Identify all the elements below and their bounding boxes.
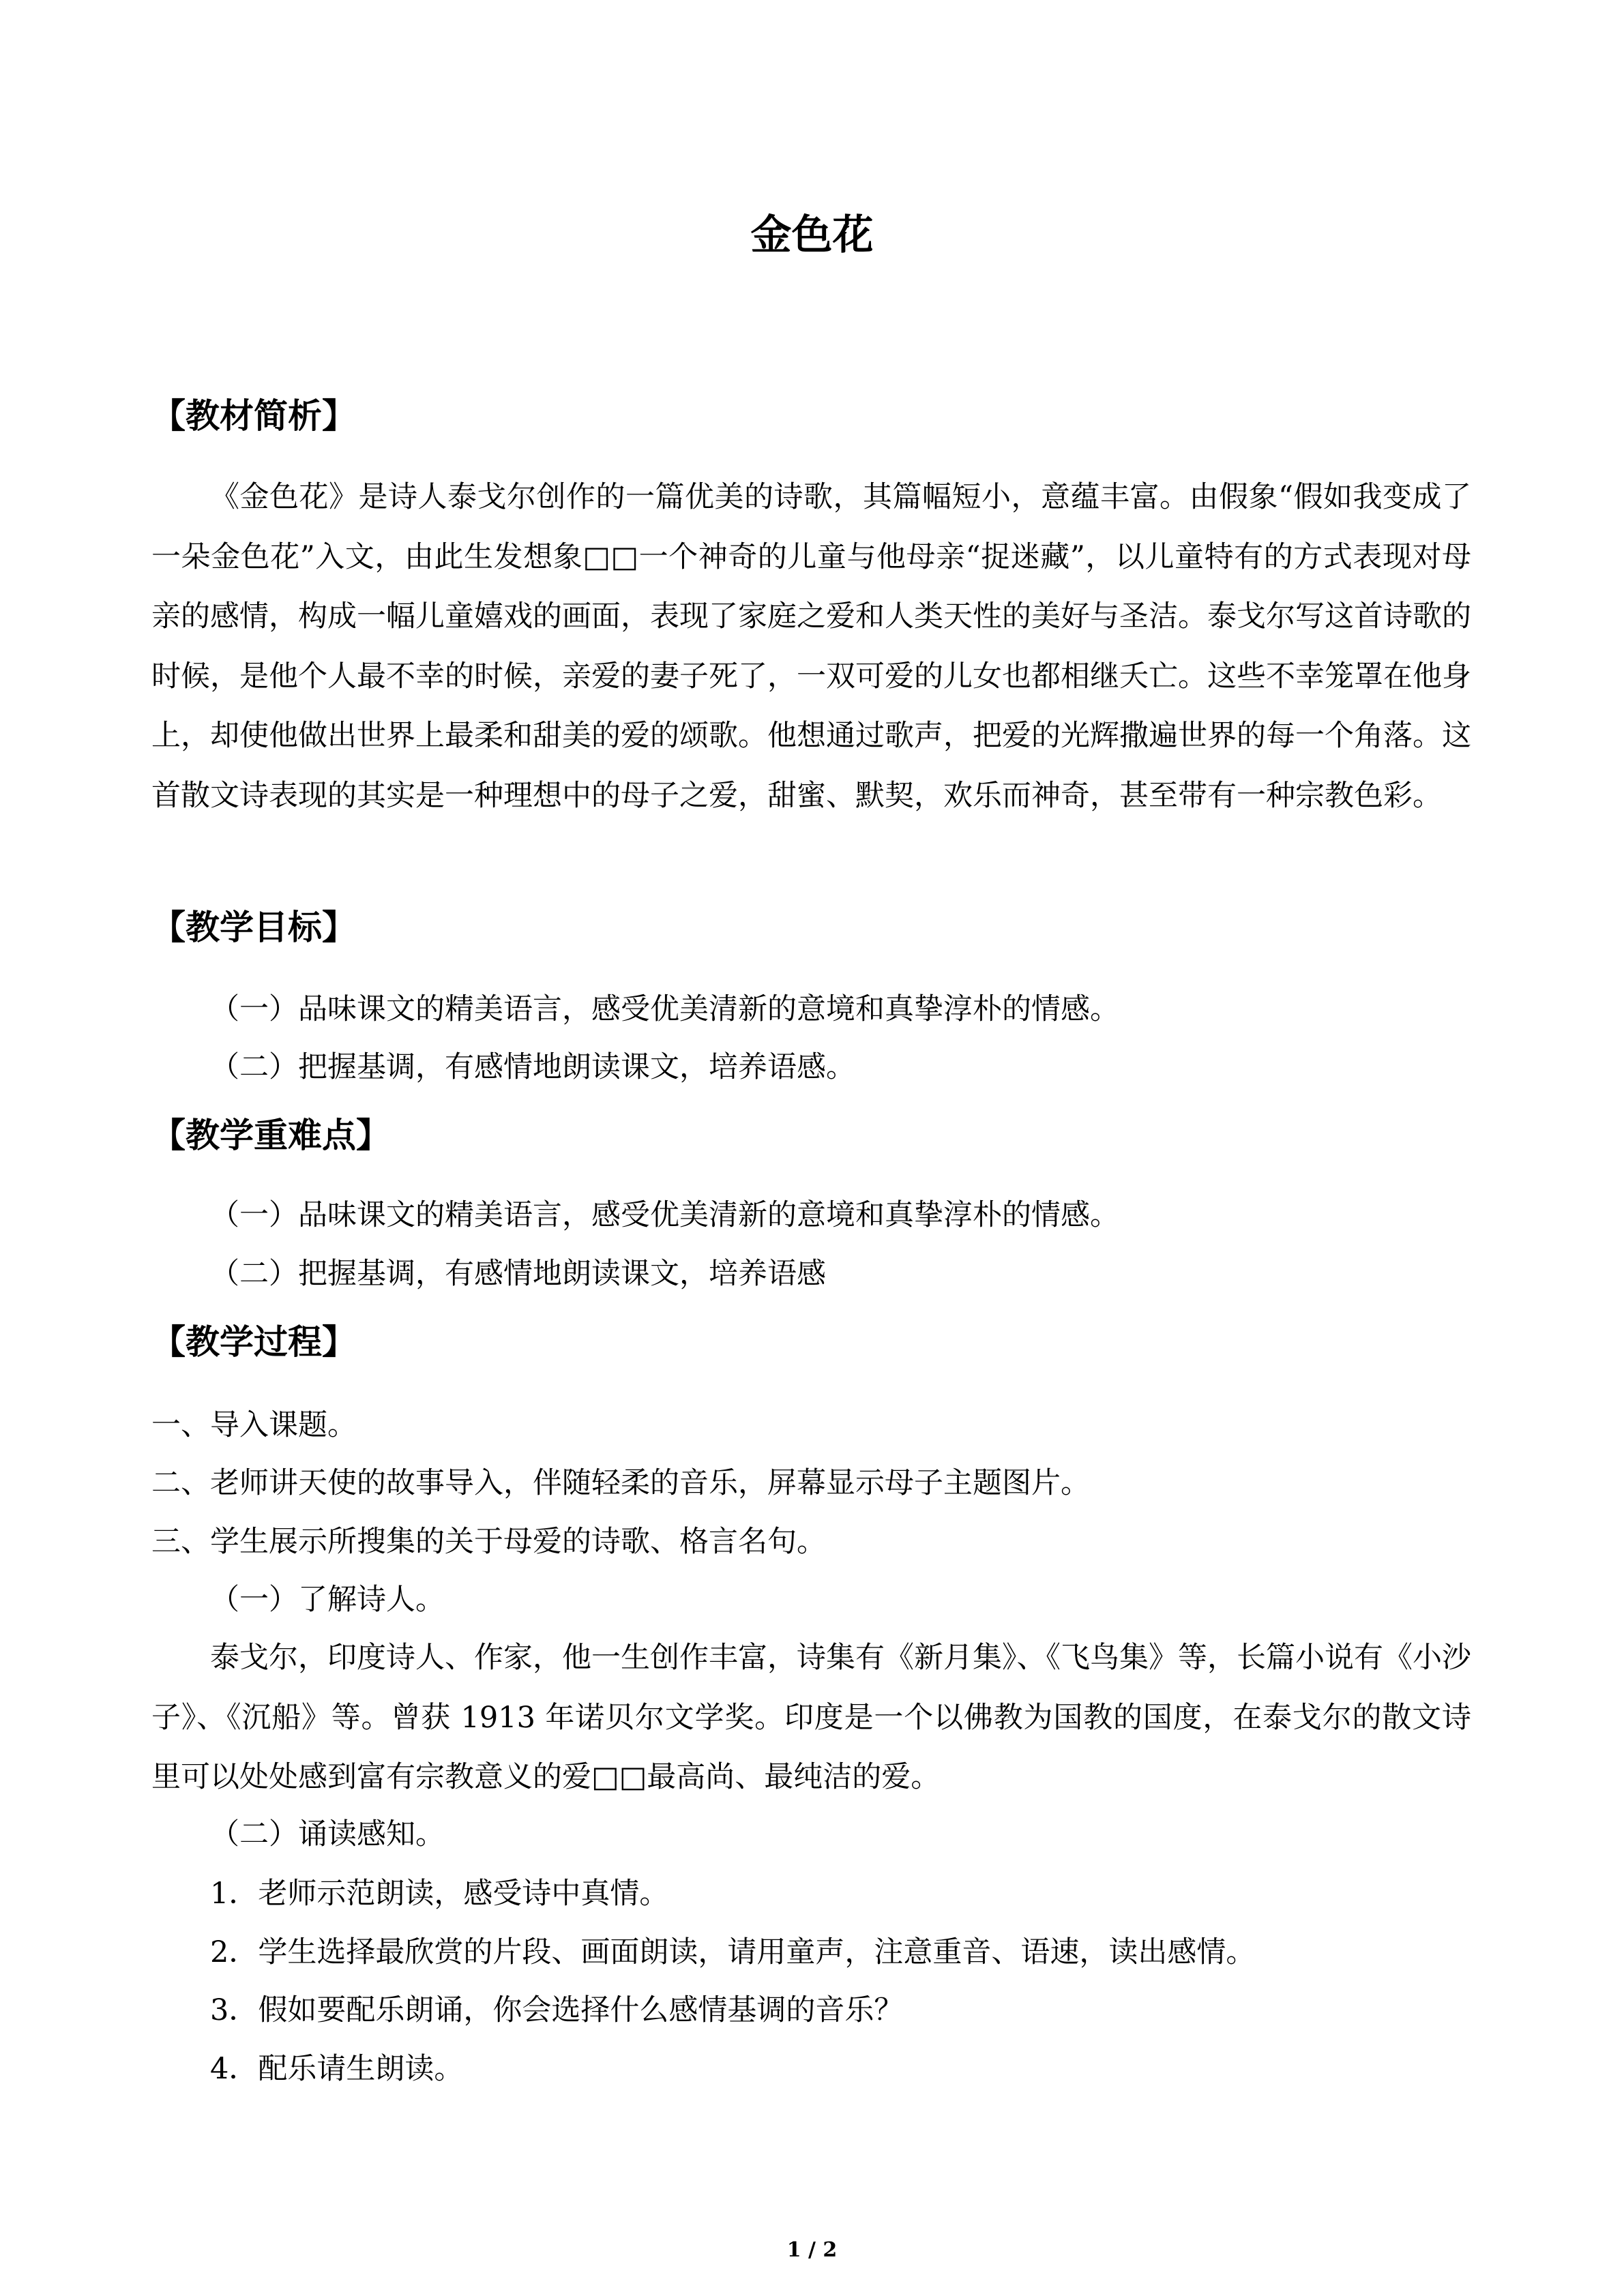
process-sub1-paragraph: 泰戈尔，印度诗人、作家，他一生创作丰富，诗集有《新月集》、《飞鸟集》等，长篇小说有《小沙子》、《沉船》等。曾获 1913 年诺贝尔文学奖。印度是一个以佛教为国教的国度，在泰戈尔的散文诗里可以处处感到富有宗教意义的爱□□最高尚、最纯洁的爱。	[151, 1641, 1471, 1794]
section-heading-analysis: 【教材简析】	[151, 396, 356, 436]
page-number: 1 / 2	[786, 2238, 838, 2262]
process-step-3: 三、学生展示所搜集的关于母爱的诗歌、格言名句。	[151, 1525, 826, 1559]
process-sub2-item-4: 4．配乐请生朗读。	[210, 2052, 464, 2086]
process-sub1-title: （一）了解诗人。	[210, 1583, 445, 1617]
process-step-2: 二、老师讲天使的故事导入，伴随轻柔的音乐，屏幕显示母子主题图片。	[151, 1466, 1090, 1500]
objective-item-1: （一）品味课文的精美语言，感受优美清新的意境和真挚淳朴的情感。	[210, 992, 1119, 1026]
objective-item-2: （二）把握基调，有感情地朗读课文，培养语感。	[210, 1050, 855, 1084]
section-heading-key-points: 【教学重难点】	[151, 1116, 390, 1155]
process-sub2-item-2: 2．学生选择最欣赏的片段、画面朗读，请用童声，注意重音、语速，读出感情。	[210, 1935, 1256, 1969]
key-point-item-2: （二）把握基调，有感情地朗读课文，培养语感	[210, 1257, 826, 1291]
process-step-1: 一、导入课题。	[151, 1408, 357, 1442]
process-sub2-item-3: 3．假如要配乐朗诵，你会选择什么感情基调的音乐？	[210, 1993, 904, 2027]
analysis-paragraph: 《金色花》是诗人泰戈尔创作的一篇优美的诗歌，其篇幅短小，意蕴丰富。由假象“假如我变成了一朵金色花”入文，由此生发想象□□一个神奇的儿童与他母亲“捉迷藏”，以儿童特有的方式表现对母亲的感情，构成一幅儿童嬉戏的画面，表现了家庭之爱和人类天性的美好与圣洁。泰戈尔写这首诗歌的时候，是他个人最不幸的时候，亲爱的妻子死了，一双可爱的儿女也都相继夭亡。这些不幸笼罩在他身上，却使他做出世界上最柔和甜美的爱的颂歌。他想通过歌声，把爱的光辉撒遍世界的每一个角落。这首散文诗表现的其实是一种理想中的母子之爱，甜蜜、默契，欢乐而神奇，甚至带有一种宗教色彩。	[151, 480, 1471, 813]
section-heading-process: 【教学过程】	[151, 1322, 356, 1362]
section-heading-objectives: 【教学目标】	[151, 908, 356, 947]
process-sub2-item-1: 1．老师示范朗读，感受诗中真情。	[210, 1877, 669, 1911]
process-sub2-title: （二）诵读感知。	[210, 1817, 445, 1851]
key-point-item-1: （一）品味课文的精美语言，感受优美清新的意境和真挚淳朴的情感。	[210, 1198, 1119, 1232]
page-title: 金色花	[750, 211, 874, 259]
